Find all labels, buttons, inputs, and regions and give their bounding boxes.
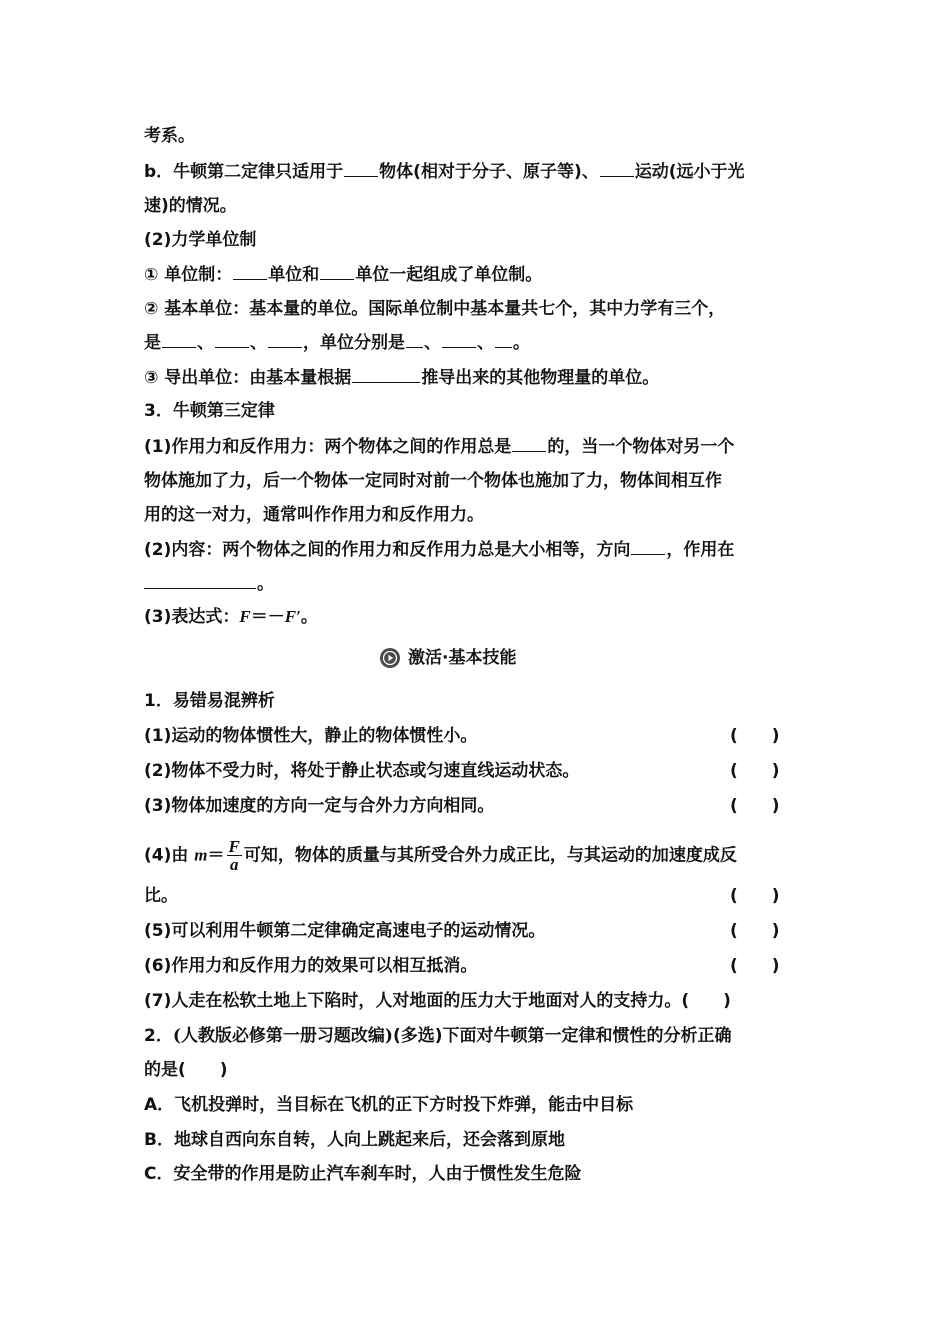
answer-paren[interactable]: ( )	[730, 921, 780, 941]
fill-blank	[406, 330, 423, 348]
fill-blank	[631, 537, 665, 555]
play-circle-icon	[380, 648, 400, 668]
quiz-item: (7)人走在松软土地上下陷时，人对地面的压力大于地面对人的支持力。( )	[144, 991, 731, 1011]
text-line: (2)内容：两个物体之间的作用力和反作用力总是大小相等，方向 ，作用在	[144, 537, 734, 562]
quiz-item: (6)作用力和反作用力的效果可以相互抵消。	[144, 956, 478, 976]
formula-line: (3)表达式：F＝－F′。	[144, 607, 318, 627]
text-line: ③ 导出单位：由基本量根据 推导出来的其他物理量的单位。	[144, 365, 659, 390]
text-line: ① 单位制： 单位和 单位一起组成了单位制。	[144, 262, 542, 287]
fill-blank	[600, 159, 634, 177]
quiz-item: (5)可以利用牛顿第二定律确定高速电子的运动情况。	[144, 921, 546, 941]
text-line: b．牛顿第二定律只适用于 物体(相对于分子、原子等)、 运动(远小于光	[144, 159, 745, 184]
option-a[interactable]: A．飞机投弹时，当目标在飞机的正下方时投下炸弹，能击中目标	[144, 1095, 634, 1115]
section-title: 激活·基本技能	[380, 646, 516, 670]
fraction: $\frac{F}{a}$	[228, 837, 240, 874]
quiz-item: (1)运动的物体惯性大，静止的物体惯性小。	[144, 726, 478, 746]
text-line: 。	[144, 571, 274, 596]
fill-blank	[512, 434, 546, 452]
text-line: (1)作用力和反作用力：两个物体之间的作用总是 的，当一个物体对另一个	[144, 434, 734, 459]
question-line: 2．(人教版必修第一册习题改编)(多选)下面对牛顿第一定律和惯性的分析正确	[144, 1026, 732, 1046]
answer-paren[interactable]: ( )	[730, 726, 780, 746]
fill-blank	[215, 330, 249, 348]
quiz-item: 比。	[144, 886, 178, 906]
fill-blank	[352, 365, 420, 383]
fill-blank	[442, 330, 476, 348]
fill-blank	[233, 262, 267, 280]
text-line: 速)的情况。	[144, 196, 237, 216]
question-line: 的是( )	[144, 1060, 228, 1080]
text-line: ② 基本单位：基本量的单位。国际单位制中基本量共七个，其中力学有三个，	[144, 299, 726, 319]
answer-paren[interactable]: ( )	[730, 761, 780, 781]
option-b[interactable]: B．地球自西向东自转，人向上跳起来后，还会落到原地	[144, 1130, 565, 1150]
text-line: (2)力学单位制	[144, 230, 257, 250]
quiz-item: (4)由 m＝ $\frac{F}{a}$ 可知，物体的质量与其所受合外力成正比，与其运动的加速度成反	[144, 837, 737, 874]
quiz-item: (3)物体加速度的方向一定与合外力方向相同。	[144, 796, 495, 816]
fill-blank	[344, 159, 378, 177]
section-heading: 3．牛顿第三定律	[144, 401, 275, 421]
text-line: 用的这一对力，通常叫作作用力和反作用力。	[144, 505, 484, 525]
answer-paren[interactable]: ( )	[730, 796, 780, 816]
text-line: 物体施加了力，后一个物体一定同时对前一个物体也施加了力，物体间相互作	[144, 471, 722, 491]
quiz-item: (2)物体不受力时，将处于静止状态或匀速直线运动状态。	[144, 761, 580, 781]
fill-blank	[320, 262, 354, 280]
section-heading: 1．易错易混辨析	[144, 691, 275, 711]
answer-paren[interactable]: ( )	[730, 956, 780, 976]
option-c[interactable]: C．安全带的作用是防止汽车刹车时，人由于惯性发生危险	[144, 1164, 582, 1184]
answer-paren[interactable]: ( )	[730, 886, 780, 906]
text-line: 考系。	[144, 126, 195, 146]
fill-blank	[495, 330, 512, 348]
fill-blank	[268, 330, 302, 348]
text-line: 是 、 、 ，单位分别是 、 、 。	[144, 330, 530, 355]
fill-blank	[144, 571, 256, 589]
fill-blank	[162, 330, 196, 348]
